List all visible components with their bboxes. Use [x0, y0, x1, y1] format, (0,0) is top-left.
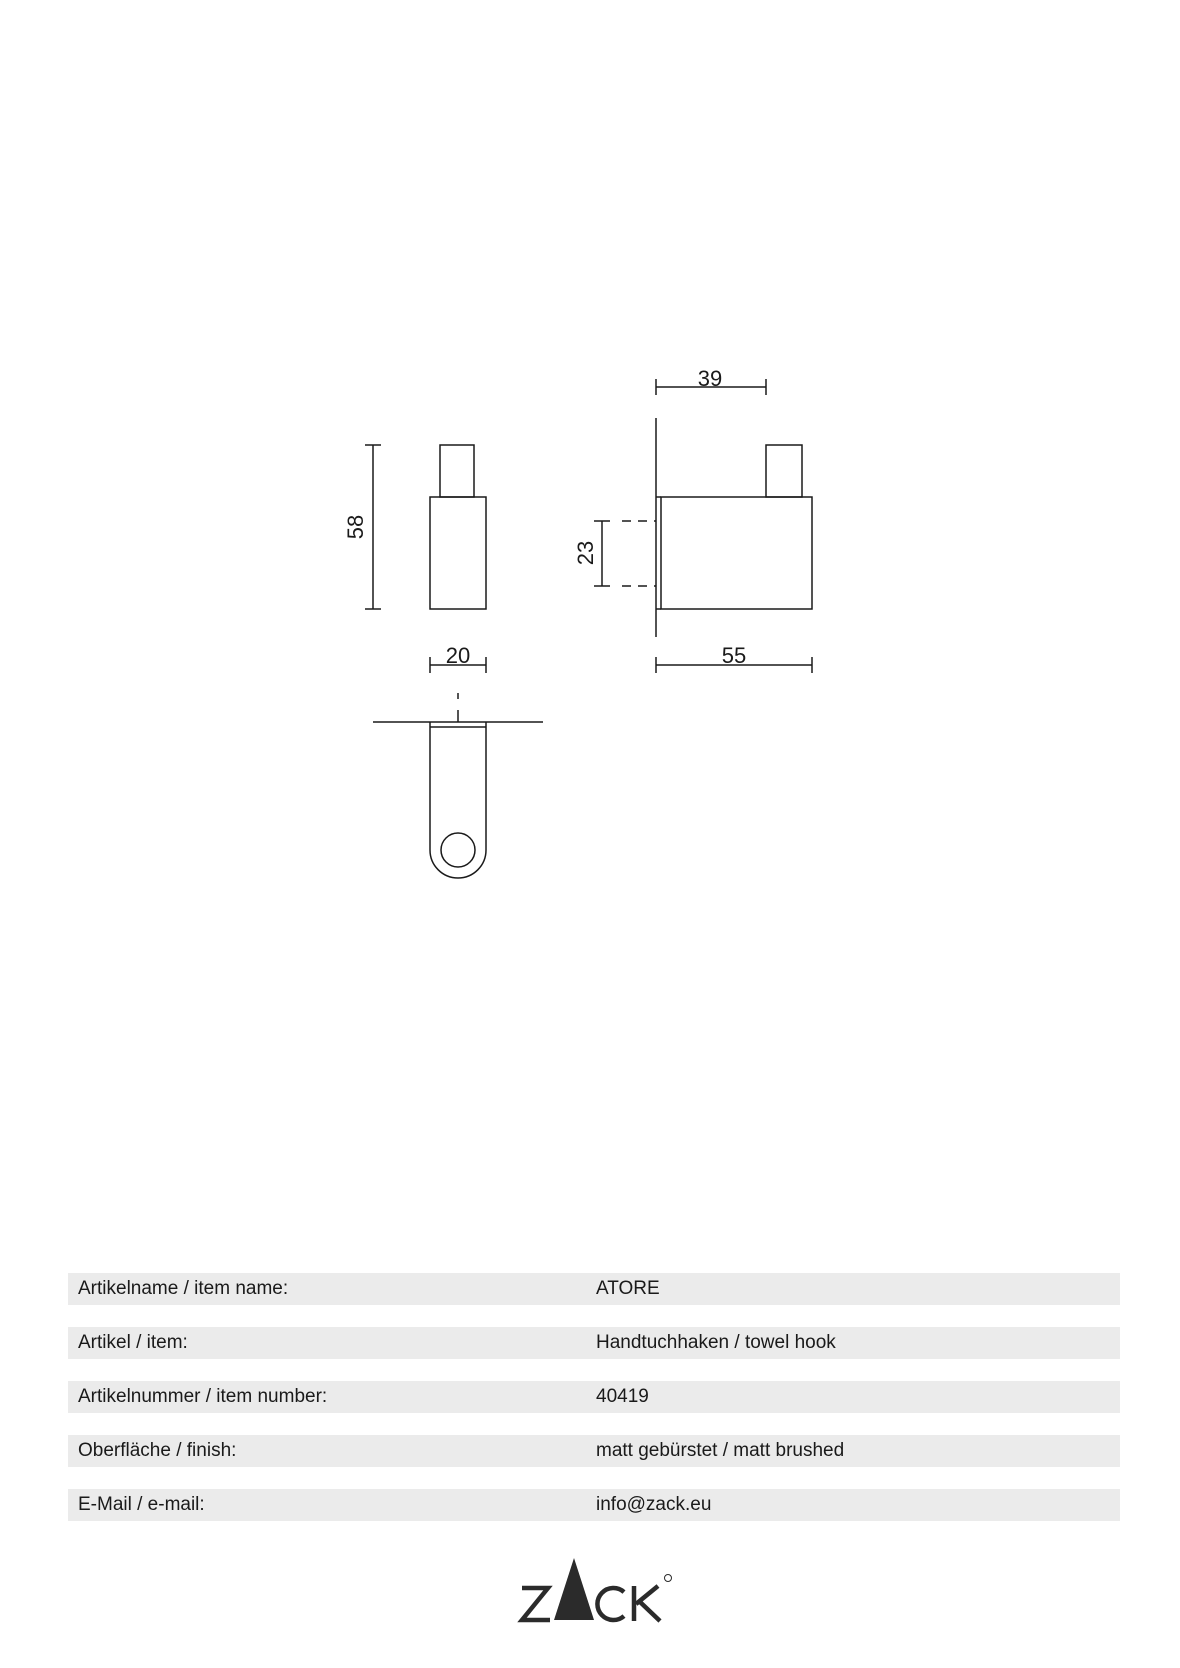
spec-label: E-Mail / e-mail: — [78, 1494, 205, 1515]
spec-value: ATORE — [596, 1278, 660, 1299]
dimension-58-label: 58 — [343, 514, 368, 540]
spec-value: matt gebürstet / matt brushed — [596, 1440, 845, 1461]
top-view — [373, 693, 543, 878]
spec-table — [68, 1273, 1120, 1543]
dimension-55-label: 55 — [721, 643, 747, 668]
spec-label: Artikel / item: — [78, 1332, 188, 1353]
zack-logo — [510, 1548, 680, 1628]
dimension-23-label: 23 — [573, 540, 598, 566]
spec-value: 40419 — [596, 1386, 649, 1407]
spec-label: Artikelname / item name: — [78, 1278, 289, 1299]
spec-row-item-name — [68, 1273, 1120, 1305]
front-view — [430, 445, 486, 609]
spec-row-email — [68, 1489, 1120, 1521]
spec-row-item — [68, 1327, 1120, 1359]
dimension-20-label: 20 — [445, 643, 471, 668]
dimension-39-label: 39 — [697, 366, 723, 391]
spec-row-finish — [68, 1435, 1120, 1467]
side-view — [622, 418, 812, 637]
spec-value: Handtuchhaken / towel hook — [596, 1332, 836, 1353]
spec-value: info@zack.eu — [596, 1494, 712, 1515]
spec-label: Oberfläche / finish: — [78, 1440, 237, 1461]
spec-row-item-number — [68, 1381, 1120, 1413]
spec-label: Artikelnummer / item number: — [78, 1386, 328, 1407]
